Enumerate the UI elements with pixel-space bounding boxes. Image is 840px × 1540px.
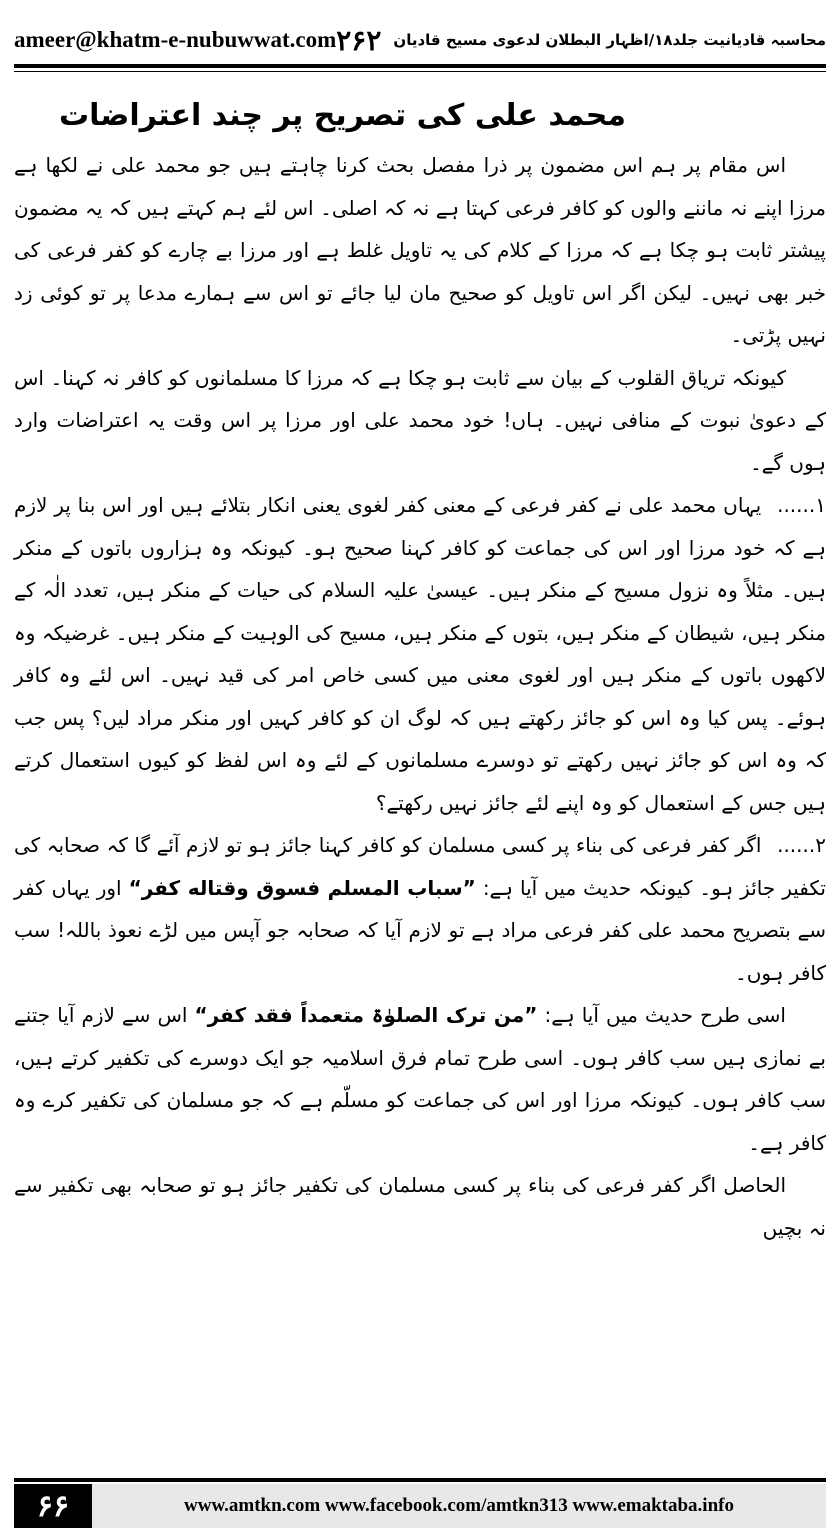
footer-page-number: ۶۶	[14, 1484, 92, 1528]
paragraph-3	[14, 994, 826, 1164]
item-2-text-before: اگر کفر فرعی کی بناء پر کسی مسلمان کو کافر کہنا جائز ہو تو لازم آئے گا کہ صحابہ کی تکفیر جائز ہو۔ کیونکہ حدیث میں آیا ہے:	[14, 833, 826, 900]
item-2-text-after: اور یہاں کفر سے بتصریح محمد علی کفر فرعی مراد ہے تو لازم آیا کہ صحابہ جو آپس میں لڑے نعوذ باللہ! سب کافر ہوں۔	[14, 875, 826, 985]
paragraph-1: اس مقام پر ہم اس مضمون پر ذرا مفصل بحث کرنا چاہتے ہیں جو محمد علی نے لکھا ہے مرزا اپنے نہ ماننے والوں کو کافر فرعی کہتا ہے نہ کہ اصلی۔ اس لئے ہم کہتے ہیں کہ یہ مضمون پیشتر ثابت ہو چکا ہے کہ مرزا کے کلام کی یہ تاویل غلط ہے اور مرزا بے چارے کو کفر فرعی کی خبر بھی نہیں۔ لیکن اگر اس تاویل کو صحیح مان لیا جائے تو اس سے ہمارے مدعا پر تو کوئی زد نہیں پڑتی۔	[14, 153, 826, 347]
header-right	[336, 24, 826, 57]
page-content	[14, 82, 826, 1470]
header-page-number: ۲۶۲	[336, 23, 382, 57]
footer-rule	[14, 1478, 826, 1482]
paragraph-2: کیونکہ تریاق القلوب کے بیان سے ثابت ہو چکا ہے کہ مرزا کا مسلمانوں کو کافر نہ کہنا۔ اس کے دعویٰ نبوت کے منافی نہیں۔ ہاں! خود محمد علی اور مرزا پر اس وقت یہ اعتراضات وارد ہوں گے۔	[14, 365, 827, 475]
numbered-item-1	[14, 484, 826, 824]
header-rule-thick	[14, 64, 826, 68]
item-1-text: یہاں محمد علی نے کفر فرعی کے معنی کفر لغوی یعنی انکار بتلائے ہیں اور اس بنا پر لازم ہے کہ خود مرزا اور اس کی جماعت کو کافر کہنا صحیح ہو۔ کیونکہ وہ ہزاروں باتوں کے منکر ہیں۔ مثلاً وہ نزول مسیح کے منکر ہیں۔ عیسیٰ علیہ السلام کی حیات کے منکر ہیں، تعدد الٰہ کے منکر ہیں، شیطان کے منکر ہیں، بتوں کے منکر ہیں، مسیح کی الوہیت کے منکر ہیں۔ غرضیکہ وہ لاکھوں باتوں کے منکر ہیں اور لغوی معنی میں کسی خاص امر کی قید نہیں۔ اس لئے وہ کافر ہوئے۔ پس کیا وہ اس کو جائز رکھتے ہیں کہ لوگ ان کو کافر کہیں اور منکر مراد لیں؟ پس جب کہ وہ اس کو جائز نہیں رکھتے تو دوسرے مسلمانوں کے لئے وہ اس لفظ کو کیوں استعمال کرتے ہیں جس کے استعمال کو وہ اپنے لئے جائز نہیں رکھتے؟	[14, 493, 826, 815]
footer-links: www.amtkn.com www.facebook.com/amtkn313 www.emaktaba.info	[92, 1484, 826, 1528]
section-heading: محمد علی کی تصریح پر چند اعتراضات	[58, 98, 626, 133]
item-2-number: ۲......	[777, 833, 826, 857]
paragraph-3-text-before: اسی طرح حدیث میں آیا ہے:	[537, 1003, 786, 1027]
page-header	[14, 18, 826, 62]
header-rule-thin	[14, 71, 826, 72]
item-1-number: ۱......	[777, 493, 826, 517]
paragraph-3-text-after: اس سے لازم آیا جتنے بے نمازی ہیں سب کافر ہوں۔ اسی طرح تمام فرق اسلامیہ جو ایک دوسرے کی تکفیر کرتے ہیں، سب کافر ہوں۔ کیونکہ مرزا اور اس کی جماعت کو مسلّم ہے کہ جو مسلمان کی تکفیر کرے وہ کافر ہے۔	[14, 1003, 826, 1155]
header-email: ameer@khatm-e-nubuwwat.com	[14, 27, 337, 52]
book-title: محاسبہ قادیانیت جلد۱۸/اظہار البطلان لدعوی مسیح قادیان	[393, 31, 826, 49]
item-2-hadith: ”سباب المسلم فسوق وقتاله کفر“	[128, 875, 476, 900]
paragraph-4: الحاصل اگر کفر فرعی کی بناء پر کسی مسلمان کی تکفیر جائز ہو تو صحابہ بھی تکفیر سے نہ بچیں	[14, 1173, 826, 1240]
page-footer	[14, 1484, 826, 1528]
paragraph-3-hadith: ”من ترک الصلوٰۃ متعمداً فقد کفر“	[194, 1003, 538, 1027]
numbered-item-2	[14, 824, 826, 994]
